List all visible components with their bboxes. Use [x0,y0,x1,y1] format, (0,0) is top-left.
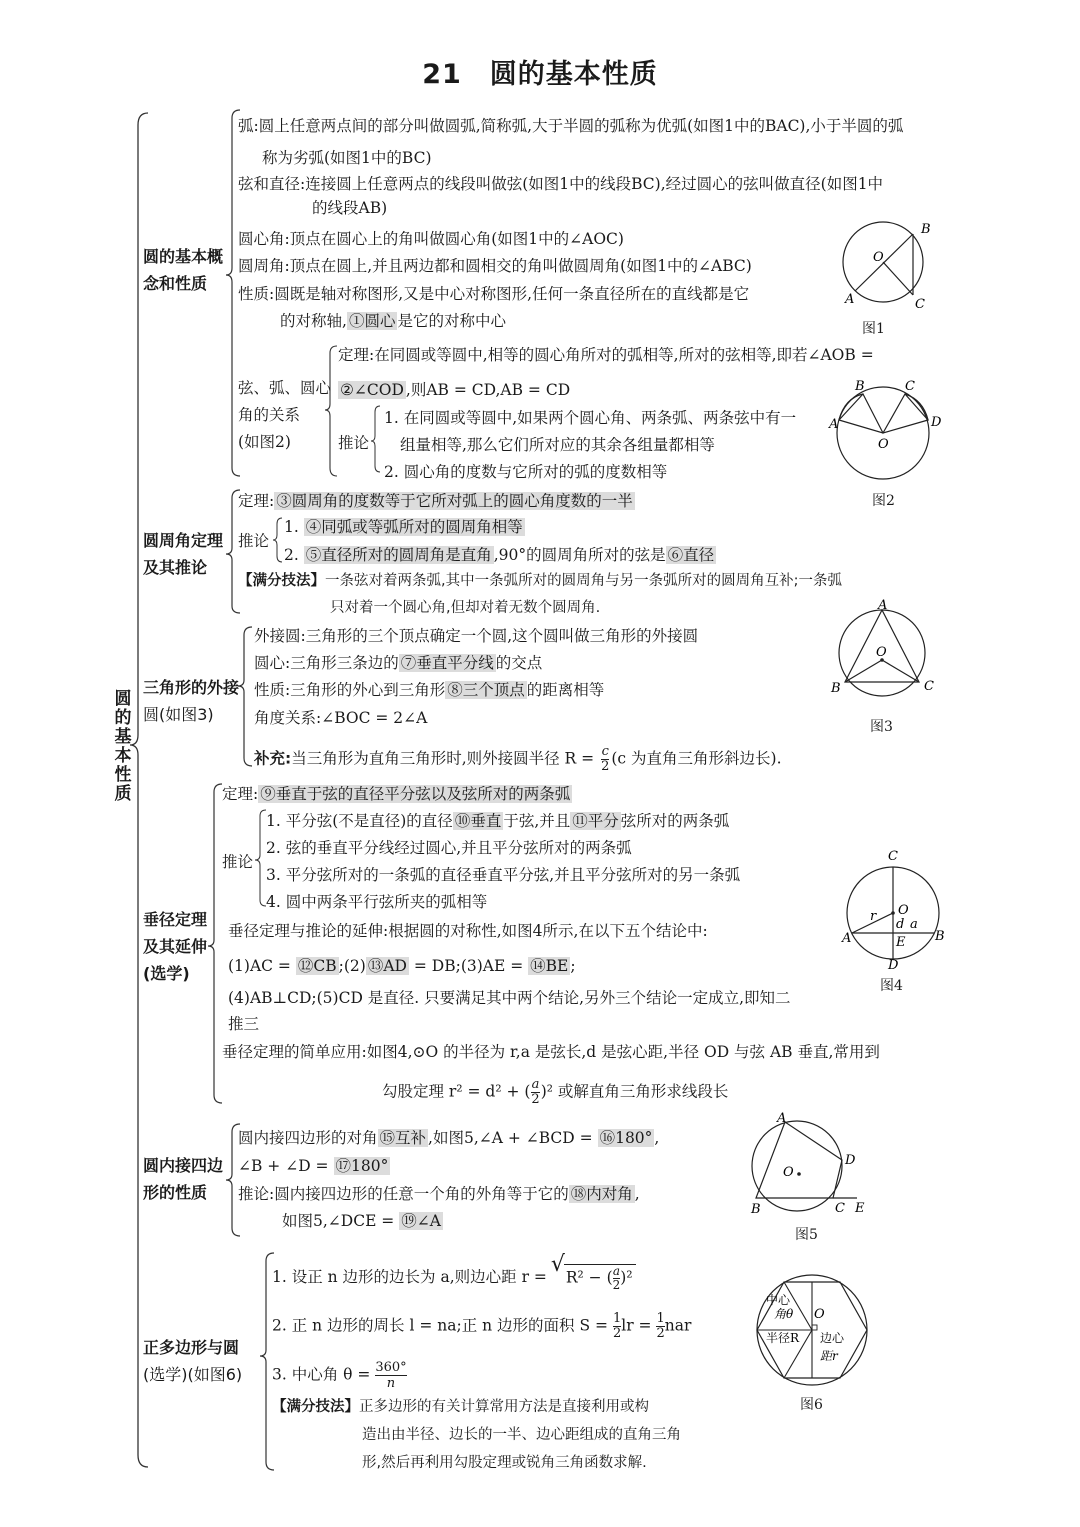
section-label-circumcircle: 三角形的外接 圆(如图3) [143,678,240,724]
figure-6 [752,1270,872,1390]
fig4-label-a: a [910,917,918,932]
tip-regular-polygon-line2: 造出由半径、边长的一半、边心距组成的直角三角 [362,1427,681,1443]
corollary-label: 推论 [338,434,370,452]
circle-property-line1: 性质:圆既是轴对称图形,又是中心对称图形,任何一条直径所在的直线都是它 [238,285,750,303]
fig2-label-c: C [905,379,915,394]
perpendicular-corollary-2: 2. 弦的垂直平分线经过圆心,并且平分弦所对的两条弧 [266,839,632,857]
chord-arc-theorem-line1: 定理:在同圆或等圆中,相等的圆心角所对的弧相等,所对的弦相等,即若∠AOB = [338,346,874,364]
fig1-label-a: A [845,292,855,307]
arc-definition-line2: 称为劣弧(如图1中的BC) [262,149,432,167]
answer-4: ④同弧或等弧所对的圆周角相等 [305,518,523,536]
answer-7: ⑦垂直平分线 [400,654,494,672]
fig4-label-b: B [935,929,945,944]
fig5-label-a: A [777,1112,787,1126]
figure-3-caption: 图3 [870,719,893,735]
perpendicular-corollary-3: 3. 平分弦所对的一条弧的直径垂直平分弦,并且平分弦所对的另一条弧 [266,866,741,884]
fig3-label-o: O [876,645,887,660]
inscribed-angle-corollary-1: 1. ④同弧或等弧所对的圆周角相等 [284,518,523,536]
perpendicular-corollary-label: 推论 [222,853,254,871]
chord-arc-theorem-line2: ②∠COD ,则AB = CD,AB = CD [340,381,571,399]
chord-definition-line2: 的线段AB) [312,199,388,217]
fig4-label-d-point: D [888,958,899,970]
figure-2 [825,378,945,486]
pythagorean-formula: 勾股定理 r² = d² + ( $\frac{a}{2}$ )² 或解直角三角形求线段长 [382,1077,729,1107]
figure-2-caption: 图2 [872,493,895,509]
section-label-basic: 圆的基本概 念和性质 [143,247,224,293]
answer-3: ③圆周角的度数等于它所对弧上的圆心角度数的一半 [276,492,633,510]
apothem-formula: 1. 设正 n 边形的边长为 a,则边心距 r = √ R² − ( $\frac{a}{2}$ )² [272,1264,636,1292]
fig5-label-d: D [845,1153,856,1168]
figure-4 [838,848,953,970]
five-conclusions-line3: 推三 [228,1015,260,1033]
fig2-label-a: A [829,417,839,432]
cyclic-quad-exterior-angle: 如图5,∠DCE = ⑲∠A [282,1212,441,1230]
figure-5 [745,1112,875,1220]
tip-inscribed-angle: 【满分技法】一条弦对着两条弧,其中一条弧所对的圆周角与另一条弧所对的圆周角互补;一条弧 [238,573,842,589]
page-title: 21 圆的基本性质 [422,59,658,90]
figure-5-caption: 图5 [795,1227,818,1243]
answer-8: ⑧三个顶点 [447,681,525,699]
tip-regular-polygon: 【满分技法】正多边形的有关计算常用方法是直接利用或构 [272,1399,649,1415]
fig4-label-c: C [888,849,898,864]
fig1-label-b: B [921,222,931,237]
fig4-label-r: r [870,909,877,924]
perpendicular-diameter-theorem: 定理: ⑨垂直于弦的直径平分弦以及弦所对的两条弧 [222,785,571,803]
answer-18: ⑱内对角 [570,1185,633,1203]
fig5-label-c: C [835,1201,845,1216]
circumcenter-property: 性质:三角形的外心到三角形 ⑧三个顶点 的距离相等 [254,681,605,699]
fig6-label-angle: 角θ [774,1307,794,1321]
answer-6: ⑥直径 [667,546,715,564]
fig2-label-b: B [855,379,865,394]
answer-10: ⑩垂直 [454,812,502,830]
fig5-label-b: B [751,1202,761,1217]
section-label-perpendicular-diameter: 垂径定理 及其延伸 (选学) [143,910,208,983]
figure-3 [828,598,943,703]
fig6-label-apothem1: 边心 [820,1331,845,1345]
tip-inscribed-angle-line2: 只对着一个圆心角,但却对着无数个圆周角. [330,600,601,616]
perpendicular-corollary-1: 1. 平分弦(不是直径)的直径 ⑩垂直 于弦,并且 ⑪平分 弦所对的两条弧 [266,812,730,830]
main-vertical-title: 圆 的 基 本 性 质 [114,689,132,804]
answer-19: ⑲∠A [401,1212,441,1230]
fig5-label-o: O [783,1165,794,1180]
fig1-label-o: O [873,250,884,265]
five-conclusions-line2: (4)AB⊥CD;(5)CD 是直径. 只要满足其中两个结论,另外三个结论一定成立,即知二 [228,989,791,1007]
perimeter-area-formula: 2. 正 n 边形的周长 l = na;正 n 边形的面积 S = $\frac{1}{2}$ lr = $\frac{1}{2}$ nar [272,1311,692,1341]
figure-4-caption: 图4 [880,978,903,994]
fig4-label-d: d [896,917,905,932]
inscribed-angle-corollary-label: 推论 [238,532,270,550]
answer-5: ⑤直径所对的圆周角是直角 [305,546,492,564]
fig6-label-o: O [814,1307,825,1322]
chord-arc-corollary-2: 2. 圆心角的度数与它所对的弧的度数相等 [384,463,668,481]
answer-16: ⑯180° [599,1129,653,1147]
five-conclusions-line1: (1)AC = ⑫CB ;(2) ⑬AD = DB;(3)AE = ⑭BE ; [228,957,576,975]
answer-12: ⑫CB [297,957,337,975]
central-angle-definition: 圆心角:顶点在圆心上的角叫做圆心角(如图1中的∠AOC) [238,230,624,248]
fig6-label-apothem2: 距r [820,1349,838,1363]
fig3-label-c: C [924,679,934,694]
section-label-inscribed-angle: 圆周角定理 及其推论 [143,531,224,577]
answer-13: ⑬AD [367,957,407,975]
fig4-label-a-point: A [842,931,852,946]
circle-property-line2: 的对称轴, ①圆心 是它的对称中心 [280,312,506,330]
fig4-label-o: O [898,903,909,918]
figure-1 [835,215,945,320]
chord-arc-corollary-1a: 1. 在同圆或等圆中,如果两个圆心角、两条弧、两条弦中有一 [384,409,797,427]
circumcenter-line: 圆心:三角形三条边的 ⑦垂直平分线 的交点 [254,654,543,672]
fig4-label-e: E [896,935,906,950]
answer-17: ⑰180° [335,1157,389,1175]
fig3-label-b: B [831,681,841,696]
perpendicular-corollary-4: 4. 圆中两条平行弦所夹的弧相等 [266,893,488,911]
answer-14: ⑭BE [530,957,569,975]
fig6-label-center: 中心 [766,1293,791,1307]
figure-6-caption: 图6 [800,1397,823,1413]
cyclic-quad-corollary: 推论:圆内接四边形的任意一个角的外角等于它的 ⑱内对角 , [238,1185,640,1203]
answer-2: ②∠COD [340,381,404,399]
answer-11: ⑪平分 [572,812,619,830]
fig6-label-radius: 半径R [766,1331,800,1345]
subsection-label-chord-arc-angle: 弦、弧、圆心 角的关系 (如图2) [238,379,332,451]
perpendicular-application: 垂径定理的简单应用:如图4,⊙O 的半径为 r,a 是弦长,d 是弦心距,半径 OD 与弦 AB 垂直,常用到 [222,1043,880,1061]
cyclic-quad-line1: 圆内接四边形的对角 ⑮互补 ,如图5,∠A + ∠BCD = ⑯180° , [238,1129,660,1147]
chord-arc-corollary-1b: 组量相等,那么它们所对应的其余各组量都相等 [400,436,715,454]
answer-9: ⑨垂直于弦的直径平分弦以及弦所对的两条弧 [260,785,571,803]
fig5-label-e: E [855,1201,865,1216]
chord-definition-line1: 弦和直径:连接圆上任意两点的线段叫做弦(如图1中的线段BC),经过圆心的弦叫做直径(如图1中 [238,175,884,193]
inscribed-angle-definition: 圆周角:顶点在圆上,并且两边都和圆相交的角叫做圆周角(如图1中的∠ABC) [238,257,752,275]
section-label-regular-polygon: 正多边形与圆 (选学)(如图6) [143,1338,243,1384]
cyclic-quad-line2: ∠B + ∠D = ⑰180° [238,1157,389,1175]
section-label-cyclic-quadrilateral: 圆内接四边 形的性质 [143,1156,224,1202]
fig2-label-o: O [878,437,889,452]
tip-regular-polygon-line3: 形,然后再利用勾股定理或锐角三角函数求解. [362,1455,647,1471]
arc-definition-line1: 弧:圆上任意两点间的部分叫做圆弧,简称弧,大于半圆的弧称为优弧(如图1中的BAC),小于半圆的弧 [238,117,904,135]
central-angle-formula: 3. 中心角 θ = $\frac{360^\circ}{n}$ [272,1360,407,1391]
circumcircle-definition: 外接圆:三角形的三个顶点确定一个圆,这个圆叫做三角形的外接圆 [254,627,699,645]
inscribed-angle-theorem: 定理: ③圆周角的度数等于它所对弧上的圆心角度数的一半 [238,492,633,510]
circumcircle-supplement: 补充:当三角形为直角三角形时,则外接圆半径 R = $\frac{c}{2}$ (c 为直角三角形斜边长). [254,744,782,774]
fig1-label-c: C [915,297,925,312]
figure-1-caption: 图1 [862,321,885,337]
fig2-label-d: D [931,415,942,430]
fig3-label-a: A [878,598,888,613]
circumcircle-angle-relation: 角度关系:∠BOC = 2∠A [254,709,428,727]
answer-15: ⑮互补 [379,1129,427,1147]
answer-1: ①圆心 [348,312,396,330]
perpendicular-extension: 垂径定理与推论的延伸:根据圆的对称性,如图4所示,在以下五个结论中: [228,922,708,940]
inscribed-angle-corollary-2: 2. ⑤直径所对的圆周角是直角 ,90°的圆周角所对的弦是 ⑥直径 [284,546,715,564]
